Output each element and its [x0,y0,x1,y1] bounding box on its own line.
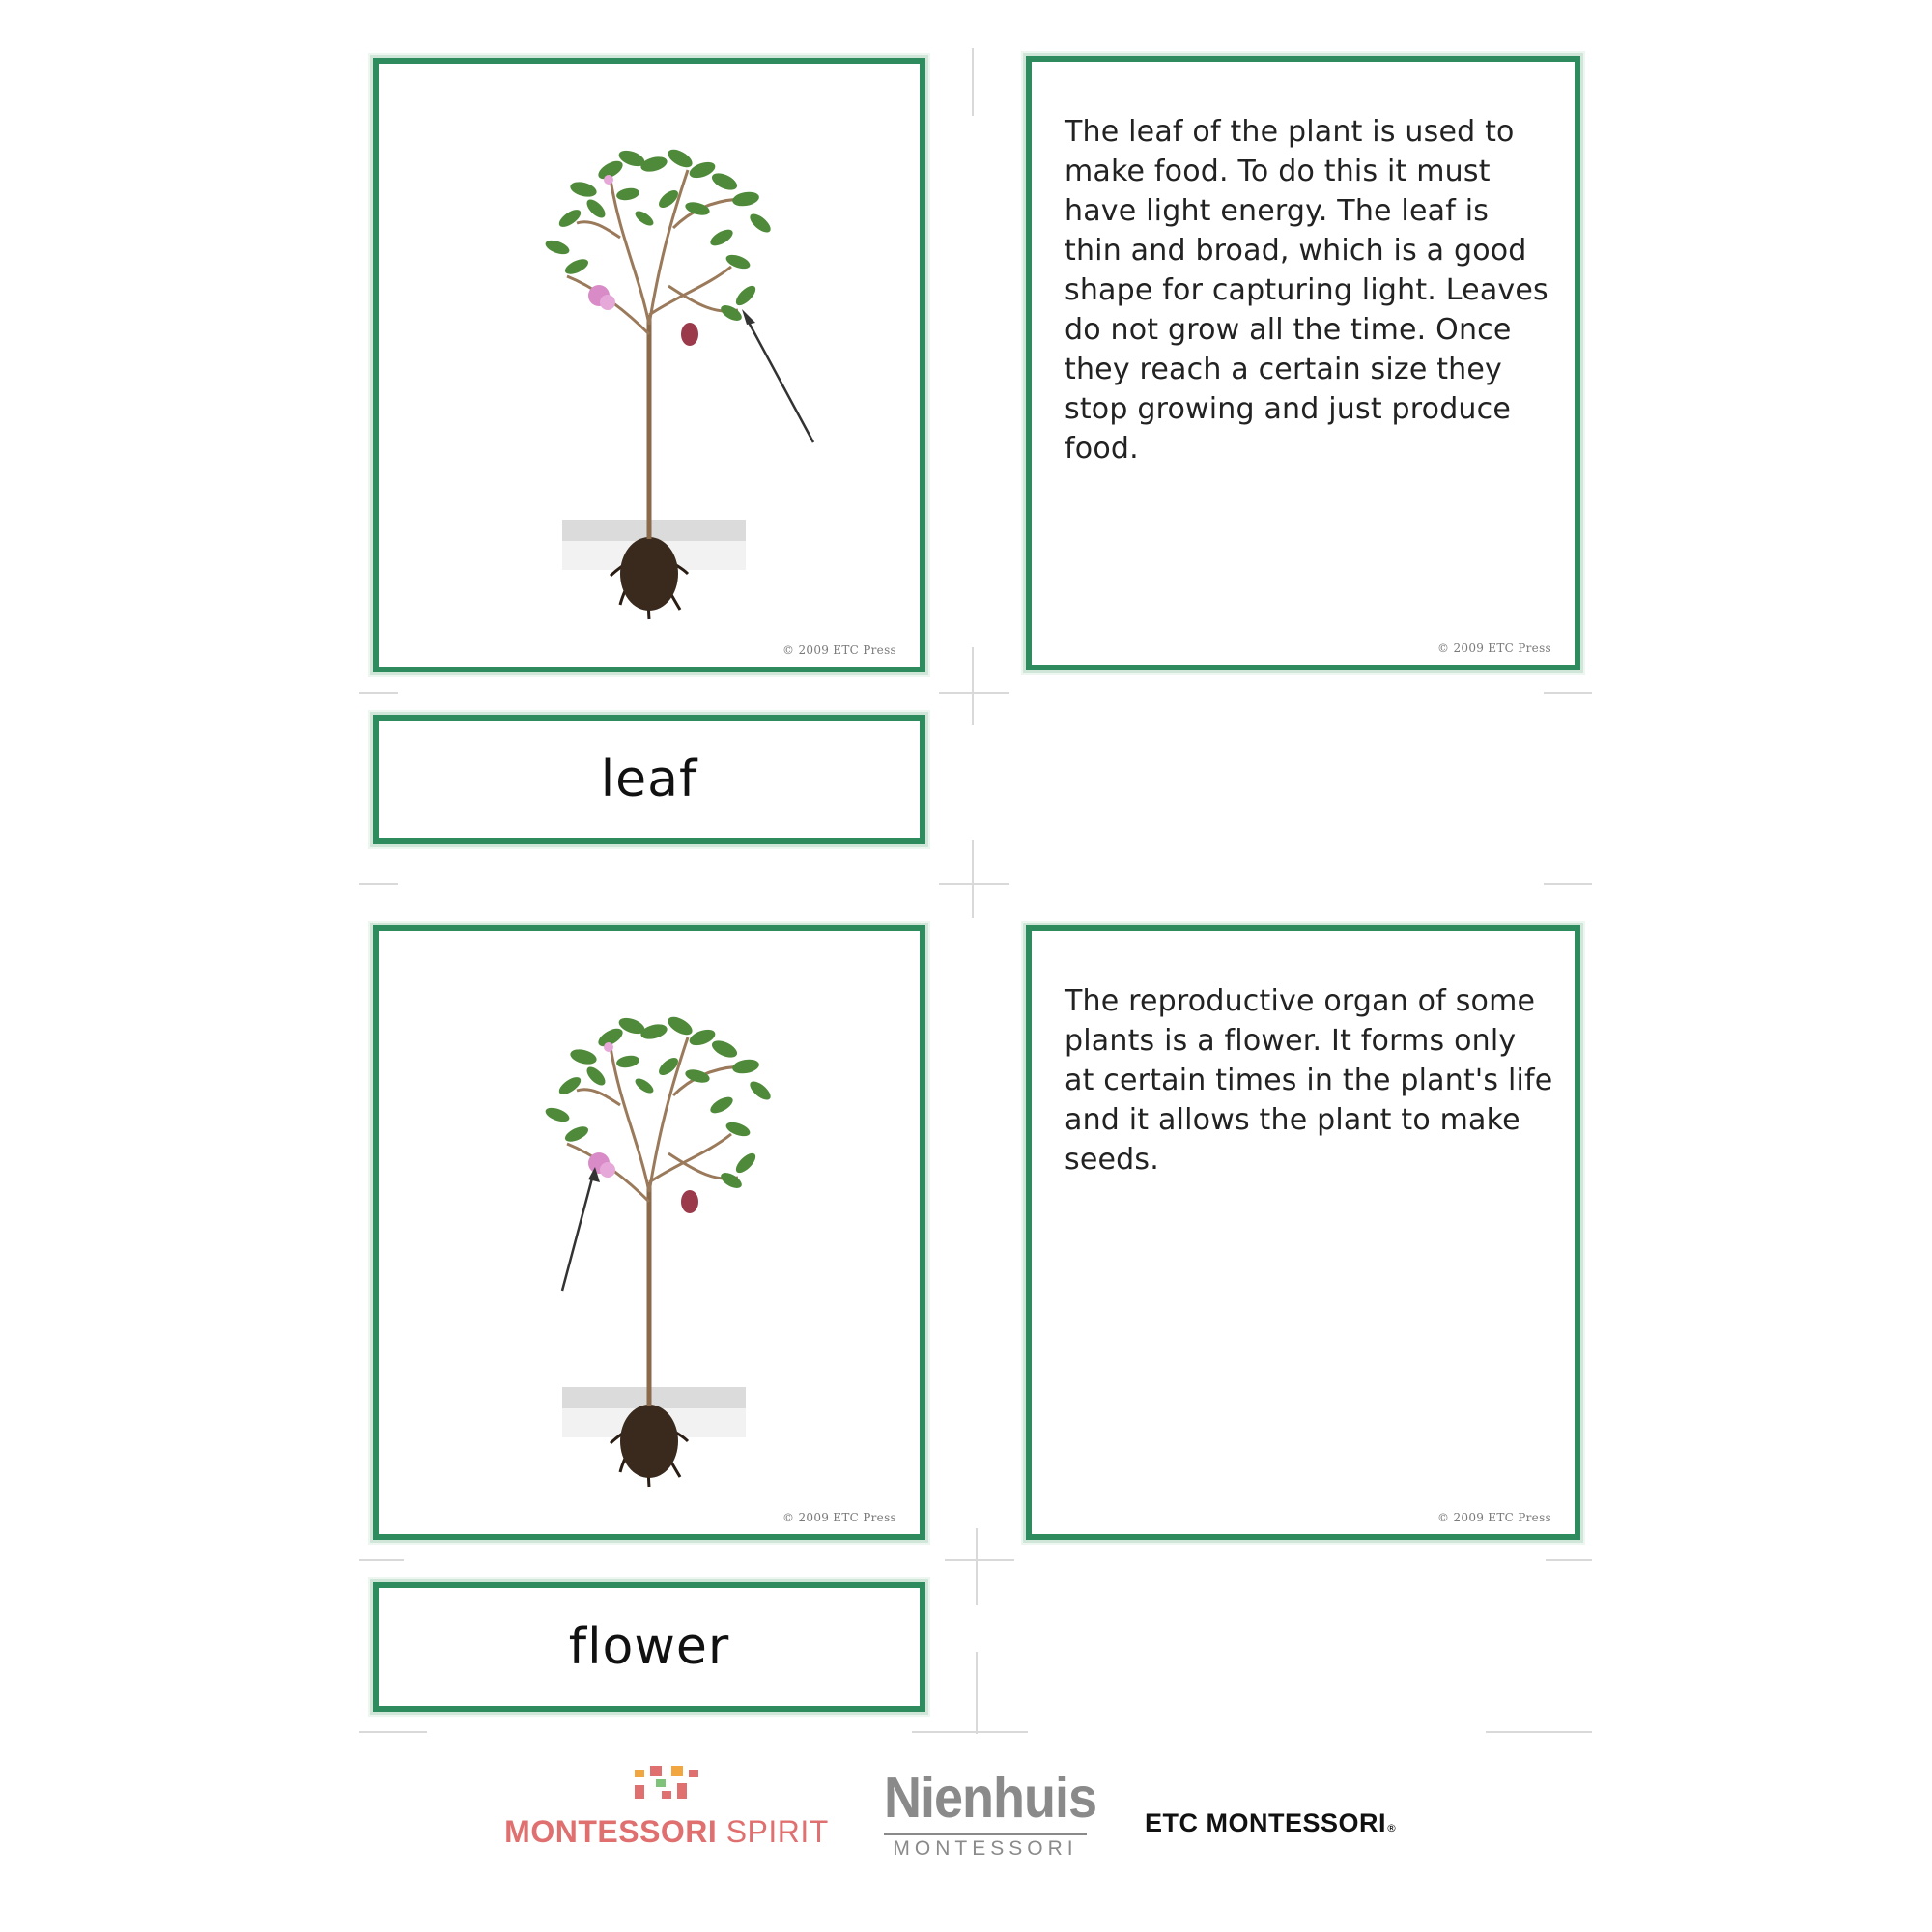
cut-mark [976,1528,978,1605]
etc-montessori-logo [1145,1808,1397,1838]
cut-mark [945,1559,1014,1561]
brand-logos [0,1758,1932,1874]
copyright-text: © 2009 ETC Press [1437,1511,1551,1524]
leaf-description: The leaf of the plant is used to make food. To do this it must have light energy. The leaf is thin and broad, which is a good shape for capturing light. Leaves do not grow all the time. Once they reach a certain size they stop growing and just produce food. [1065,115,1548,466]
cut-mark [359,1731,427,1733]
arrow-pointer [742,309,813,442]
nienhuis-sub: MONTESSORI [893,1837,1078,1860]
cut-mark [1486,1731,1592,1733]
plant-illustration-leaf [379,64,920,667]
nienhuis-logo [884,1766,1097,1874]
cut-mark [972,647,974,724]
cut-mark [939,883,1009,885]
montessori-spirit-light: SPIRIT [717,1814,829,1849]
montessori-spirit-logo [502,1758,831,1864]
etc-montessori-name: ETC MONTESSORI [1145,1808,1387,1837]
flower-picture-card [373,925,925,1540]
cut-mark [939,692,1009,694]
cut-mark [1544,883,1592,885]
cut-mark [359,883,398,885]
plant-illustration-flower [379,931,920,1534]
montessori-spirit-bold: MONTESSORI [504,1814,718,1849]
flower-label-card [373,1582,925,1712]
leaf-description-card [1026,56,1580,670]
cut-mark [1544,692,1592,694]
leaf-label: leaf [600,751,698,809]
flower-description-card [1026,925,1580,1540]
montessori-spirit-icon [633,1762,700,1808]
copyright-text: © 2009 ETC Press [1437,641,1551,655]
copyright-text: © 2009 ETC Press [782,1511,896,1524]
leaf-label-card [373,715,925,844]
copyright-text: © 2009 ETC Press [782,643,896,657]
leaf-picture-card [373,58,925,672]
flower-label: flower [568,1618,730,1676]
cut-mark [359,692,398,694]
flower-description: The reproductive organ of some plants is a flower. It forms only at certain times in the plant's life and it allows the plant to make seeds. [1065,984,1553,1177]
cut-mark [1546,1559,1592,1561]
registered-mark: ® [1386,1822,1398,1834]
cut-mark [972,840,974,918]
nienhuis-name: Nienhuis [884,1766,1097,1830]
cut-mark [359,1559,404,1561]
cut-mark [972,48,974,116]
cut-mark [976,1652,978,1734]
arrow-pointer [562,1167,600,1291]
cut-mark [912,1731,1028,1733]
